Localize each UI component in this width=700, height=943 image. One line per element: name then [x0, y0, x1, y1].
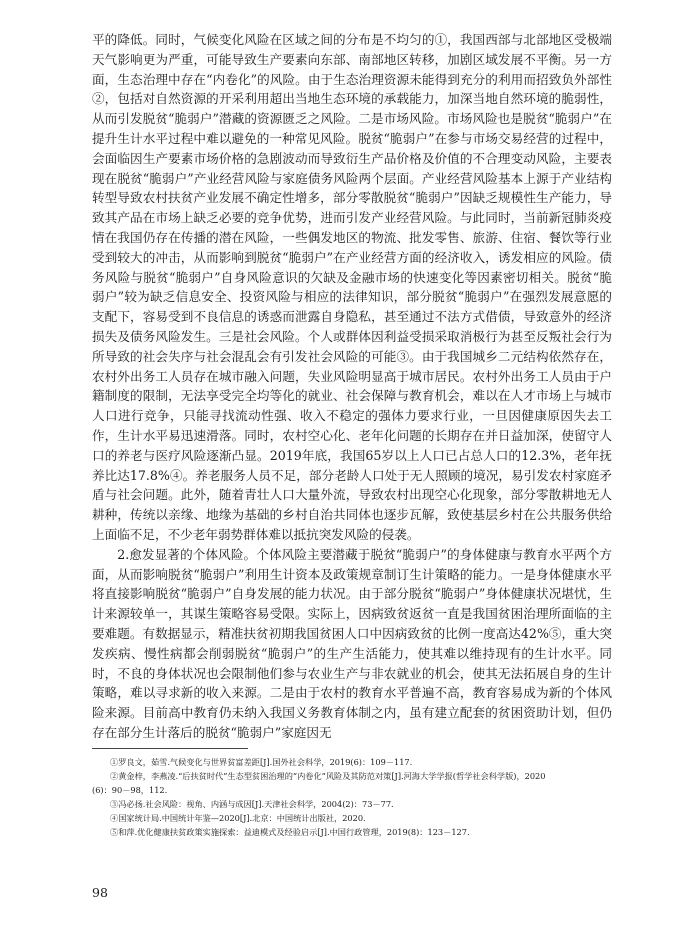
body-paragraph-1: 平的降低。同时，气候变化风险在区域之间的分布是不均匀的①，我国西部与北部地区受极端天气影响更为严重，可能导致生产要素向东部、南部地区转移，加剧区域发展不平衡。另一方面，生态治理中存在“内卷化”的风险。由于生态治理资源未能得到充分的利用而招致负外部性②，包括对自然资源的开采利用超出当地生态环境的承载能力，加深当地自然环境的脆弱性，从而引发脱贫“脆弱户”潜藏的资源匮乏之风险。二是市场风险。市场风险也是脱贫“脆弱户”在提升生计水平过程中难以避免的一种常见风险。脱贫“脆弱户”在参与市场交易经营的过程中，会面临因生产要素市场价格的急剧波动而导致衍生产品价格及价值的不合理变动风险，主要表现在脱贫“脆弱户”产业经营风险与家庭债务风险两个层面。产业经营风险基本上源于产业结构转型导致农村扶贫产业发展不确定性增多，部分零散脱贫“脆弱户”因缺乏规模性生产能力，导致其产品在市场上缺乏必要的竞争优势，进而引发产业经营风险。与此同时，当前新冠肺炎疫情在我国仍存在传播的潜在风险，一些偶发地区的物流、批发零售、旅游、住宿、餐饮等行业受到较大的冲击，从而影响到脱贫“脆弱户”在产业经营方面的经济收入，诱发相应的风险。债务风险与脱贫“脆弱户”自身风险意识的欠缺及金融市场的快速变化等因素密切相关。脱贫“脆弱户”较为缺乏信息安全、投资风险与相应的法律知识，部分脱贫“脆弱户”在强烈发展意愿的支配下，容易受到不良信息的诱惑而泄露自身隐私，甚至通过不法方式借债，导致意外的经济损失及债务风险发生。三是社会风险。个人或群体因利益受损采取消极行为甚至反叛社会行为所导致的社会失序与社会混乱会有引发社会风险的可能③。由于我国城乡二元结构依然存在，农村外出务工人员存在城市融入问题，失业风险明显高于城市居民。农村外出务工人员由于户籍制度的限制，无法享受完全均等化的就业、社会保障与教育机会，难以在人才市场上与城市人口进行竞争，只能寻找流动性强、收入不稳定的强体力要求行业，一旦因健康原因失去工作，生计水平易迅速滑落。同时，农村空心化、老年化问题的长期存在并日益加深，使留守人口的养老与医疗风险逐渐凸显。2019年底，我国65岁以上人口已占总人口的12.3%，老年抚养比达17.8%④。养老服务人员不足，部分老龄人口处于无人照顾的境况，易引发农村家庭矛盾与社会问题。此外，随着青壮人口大量外流，导致农村出现空心化现象，部分零散耕地无人耕种，传统以亲缘、地缘为基础的乡村自治共同体也逐步瓦解，致使基层乡村在公共服务供给上面临不足，不少老年弱势群体难以抵抗突发风险的侵袭。 [92, 32, 612, 542]
footnote-5: ⑤和萍.优化健康扶贫政策实施探索：益迪模式及经验启示[J].中国行政管理，2019(8)：123－127. [110, 826, 470, 837]
page-content [92, 30, 612, 839]
footnote-4: ④国家统计局.中国统计年鉴—2020[J].北京：中国统计出版社，2020. [110, 812, 366, 823]
page-number: 98 [92, 885, 108, 900]
footnote-3: ③冯必扬.社会风险：视角、内涵与成因[J].天津社会科学，2004(2)：73－77. [110, 798, 394, 809]
footnote-2: ②黄金梓，李燕凌.“后扶贫时代”生态型贫困治理的“内卷化”风险及其防范对策[J].河海大学学报(哲学社会科学版)，2020 [110, 770, 546, 781]
body-paragraph-2: 2.愈发显著的个体风险。个体风险主要潜藏于脱贫“脆弱户”的身体健康与教育水平两个方面，从而影响脱贫“脆弱户”利用生计资本及政策规章制订生计策略的能力。一是身体健康水平将直接影响脱贫“脆弱户”自身发展的能力状况。由于部分脱贫“脆弱户”身体健康状况堪忧，生计来源较单一，其谋生策略容易受限。实际上，因病致贫返贫一直是我国贫困治理所面临的主要难题。有数据显示，精准扶贫初期我国贫困人口中因病致贫的比例一度高达42%⑤，重大突发疾病、慢性病都会削弱脱贫“脆弱户”的生产生活能力，使其难以维持现有的生计水平。同时，不良的身体状况也会限制他们参与农业生产与非农就业的机会，使其无法拓展自身的生计策略，难以寻求新的收入来源。二是由于农村的教育水平普遍不高，教育容易成为新的个体风险来源。目前高中教育仍未纳入我国义务教育体制之内，虽有建立配套的贫困资助计划，但仍存在部分生计落后的脱贫“脆弱户”家庭因无 [92, 546, 612, 740]
footnote-2-continued: (6)：90－98，112. [92, 784, 168, 795]
footnote-divider [92, 748, 248, 749]
footnote-1: ①罗良文，茹雪.气候变化与世界贫富差距[J].国外社会科学，2019(6)：109－117. [110, 756, 413, 767]
